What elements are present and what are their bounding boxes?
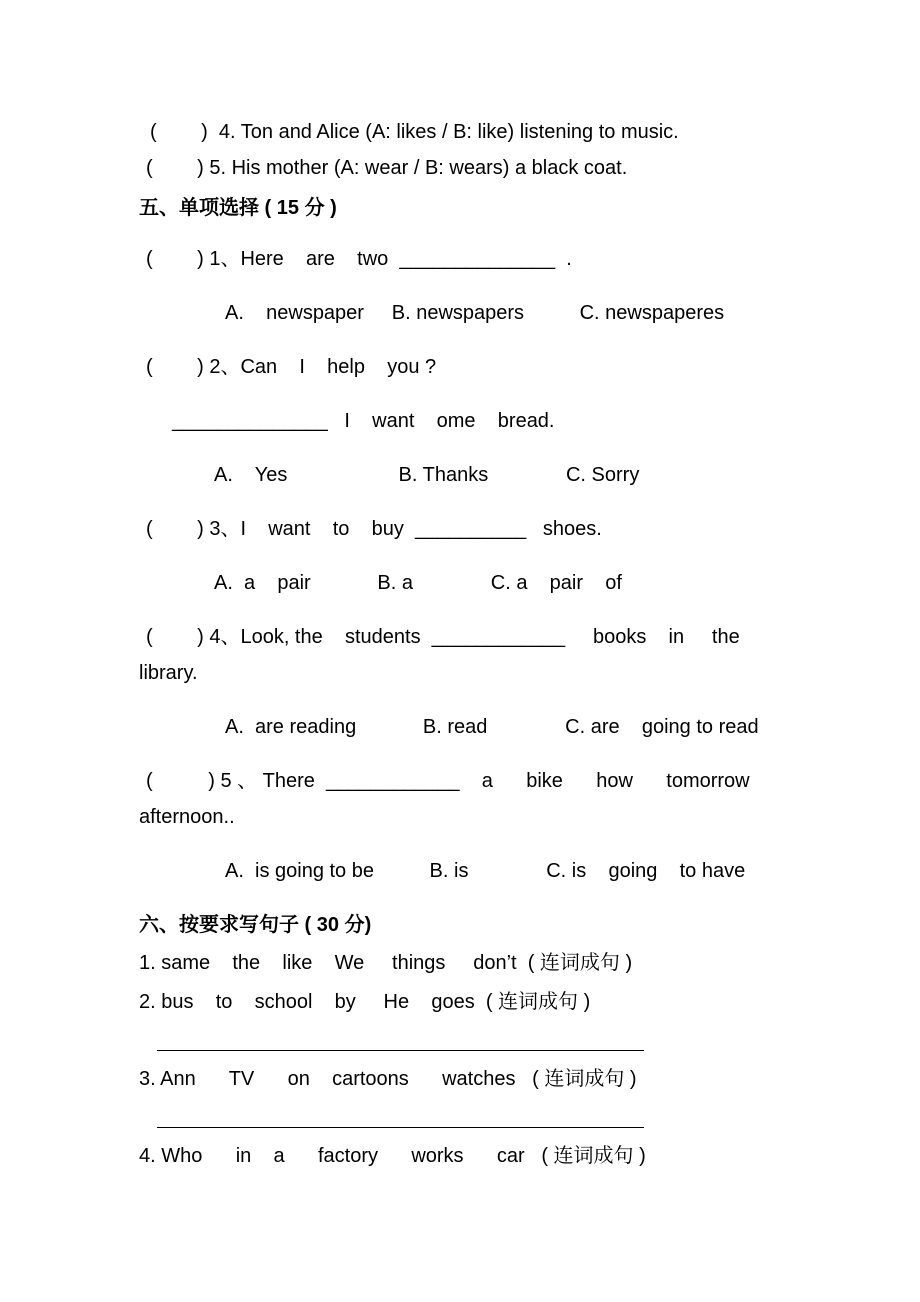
answer-line-3[interactable] bbox=[157, 1127, 644, 1128]
sentence-3: 3. Ann TV on cartoons watches ( 连词成句 ) bbox=[139, 1068, 637, 1090]
mc-question-5-continued: afternoon.. bbox=[139, 806, 235, 828]
sentence-1: 1. same the like We things don’t ( 连词成句 ) bbox=[139, 952, 633, 974]
section-6-heading: 六、按要求写句子 ( 30 分) bbox=[139, 914, 372, 936]
mc-question-2: ( ) 2、Can I help you ? bbox=[146, 356, 437, 378]
mc-question-4: ( ) 4、Look, the students ____________ books in the bbox=[146, 626, 740, 648]
mc-question-2-reply: ______________ I want ome bread. bbox=[172, 410, 555, 432]
sentence-2: 2. bus to school by He goes ( 连词成句 ) bbox=[139, 991, 591, 1013]
sentence-4: 4. Who in a factory works car ( 连词成句 ) bbox=[139, 1145, 646, 1167]
answer-line-2[interactable] bbox=[157, 1050, 644, 1051]
mc-question-4-continued: library. bbox=[139, 662, 198, 684]
mc-question-4-options: A. are reading B. read C. are going to read bbox=[225, 716, 759, 738]
mc-question-5: ( ) 5 、 There ____________ a bike how tomorrow bbox=[146, 770, 750, 792]
section-5-heading: 五、单项选择 ( 15 分 ) bbox=[139, 197, 337, 219]
mc-question-1-options: A. newspaper B. newspapers C. newspaperes bbox=[225, 302, 725, 324]
mc-question-2-options: A. Yes B. Thanks C. Sorry bbox=[214, 464, 640, 486]
question-4-prev: ( ) 4. Ton and Alice (A: likes / B: like) listening to music. bbox=[150, 121, 679, 143]
question-5-prev: ( ) 5. His mother (A: wear / B: wears) a black coat. bbox=[146, 157, 628, 179]
mc-question-3-options: A. a pair B. a C. a pair of bbox=[214, 572, 622, 594]
mc-question-3: ( ) 3、I want to buy __________ shoes. bbox=[146, 518, 602, 540]
mc-question-5-options: A. is going to be B. is C. is going to have bbox=[225, 860, 746, 882]
mc-question-1: ( ) 1、Here are two ______________ . bbox=[146, 248, 572, 270]
